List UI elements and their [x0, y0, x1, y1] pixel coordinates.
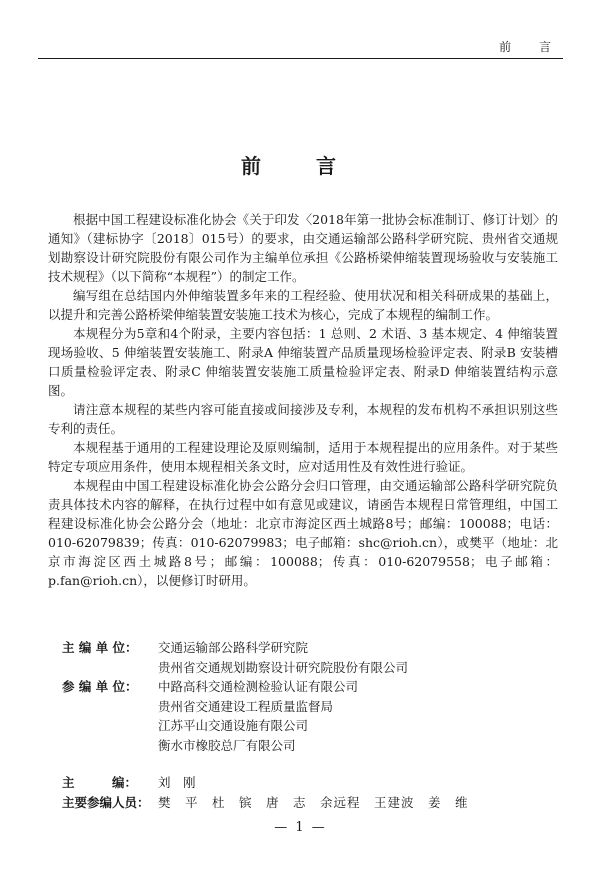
participating-units-row — [62, 677, 552, 755]
page-number: — 1 — — [274, 820, 327, 835]
chief-unit: 贵州省交通规划勘察设计研究院股份有限公司 — [158, 659, 409, 675]
participating-unit: 中路高科交通检测检验认证有限公司 — [158, 679, 359, 694]
running-header: 前 言 — [499, 40, 563, 54]
document-body — [48, 210, 558, 590]
main-editors-label: 主要参编人员： — [62, 794, 150, 810]
main-editors-row — [62, 793, 552, 813]
participating-unit: 贵州省交通建设工程质量监督局 — [158, 698, 334, 714]
participating-unit: 江苏平山交通设施有限公司 — [158, 718, 309, 733]
chief-units-row — [62, 638, 552, 677]
main-editors-names: 樊 平 杜 镔 唐 志 余远程 王建波 姜 维 — [158, 794, 469, 810]
credits-block — [62, 638, 552, 812]
paragraph: 本规程基于通用的工程建设理论及原则编制，适用于本规程提出的应用条件。对于某些特定专项应用条件，使用本规程相关条文时，应对适用性及有效性进行验证。 — [48, 440, 558, 474]
participating-unit: 衡水市橡胶总厂有限公司 — [158, 737, 296, 753]
page-title: 前 言 — [241, 154, 360, 178]
paragraph: 请注意本规程的某些内容可能直接或间接涉及专利，本规程的发布机构不承担识别这些专利的责任。 — [48, 402, 558, 436]
header-rule — [38, 58, 563, 59]
paragraph: 本规程由中国工程建设标准化协会公路分会归口管理，由交通运输部公路科学研究院负责具体技术内容的解释，在执行过程中如有意见或建议，请函告本规程日常管理组，中国工程建设标准化协会公路分会（地址：北京市海淀区西土城路8号；邮编：100088；电话：010-62079839；传真：010-62079983；电子邮箱：shc@rioh.cn），或樊平（地址：北京市海淀区西土城路8号；邮编：100088；传真：010-62079558；电子邮箱：p.fan@rioh.cn），以便修订时研用。 — [48, 478, 558, 588]
paragraph: 本规程分为5章和4个附录，主要内容包括：1 总则、2 术语、3 基本规定、4 伸缩装置现场验收、5 伸缩装置安装施工、附录A 伸缩装置产品质量现场检验评定表、附录B 安装槽口质量检验评定表、附录C 伸缩装置安装施工质量检验评定表、附录D 伸缩装置结构示意图。 — [48, 326, 558, 398]
paragraph: 根据中国工程建设标准化协会《关于印发〈2018年第一批协会标准制订、修订计划〉的通知》（建标协字〔2018〕015号）的要求，由交通运输部公路科学研究院、贵州省交通规划勘察设计研究院股份有限公司作为主编单位承担《公路桥梁伸缩装置现场验收与安装施工技术规程》（以下简称“本规程”）的制定工作。 — [48, 212, 558, 284]
paragraph: 编写组在总结国内外伸缩装置多年来的工程经验、使用状况和相关科研成果的基础上，以提升和完善公路桥梁伸缩装置安装施工技术为核心，完成了本规程的编制工作。 — [48, 288, 558, 322]
chief-editor-row — [62, 773, 552, 793]
chief-unit: 交通运输部公路科学研究院 — [158, 640, 309, 655]
chief-units-label: 主 编 单 位： — [62, 640, 138, 655]
chief-editor-name: 刘 刚 — [158, 775, 196, 790]
participating-units-label: 参 编 单 位： — [62, 679, 138, 694]
chief-editor-label: 主 编： — [62, 775, 138, 790]
